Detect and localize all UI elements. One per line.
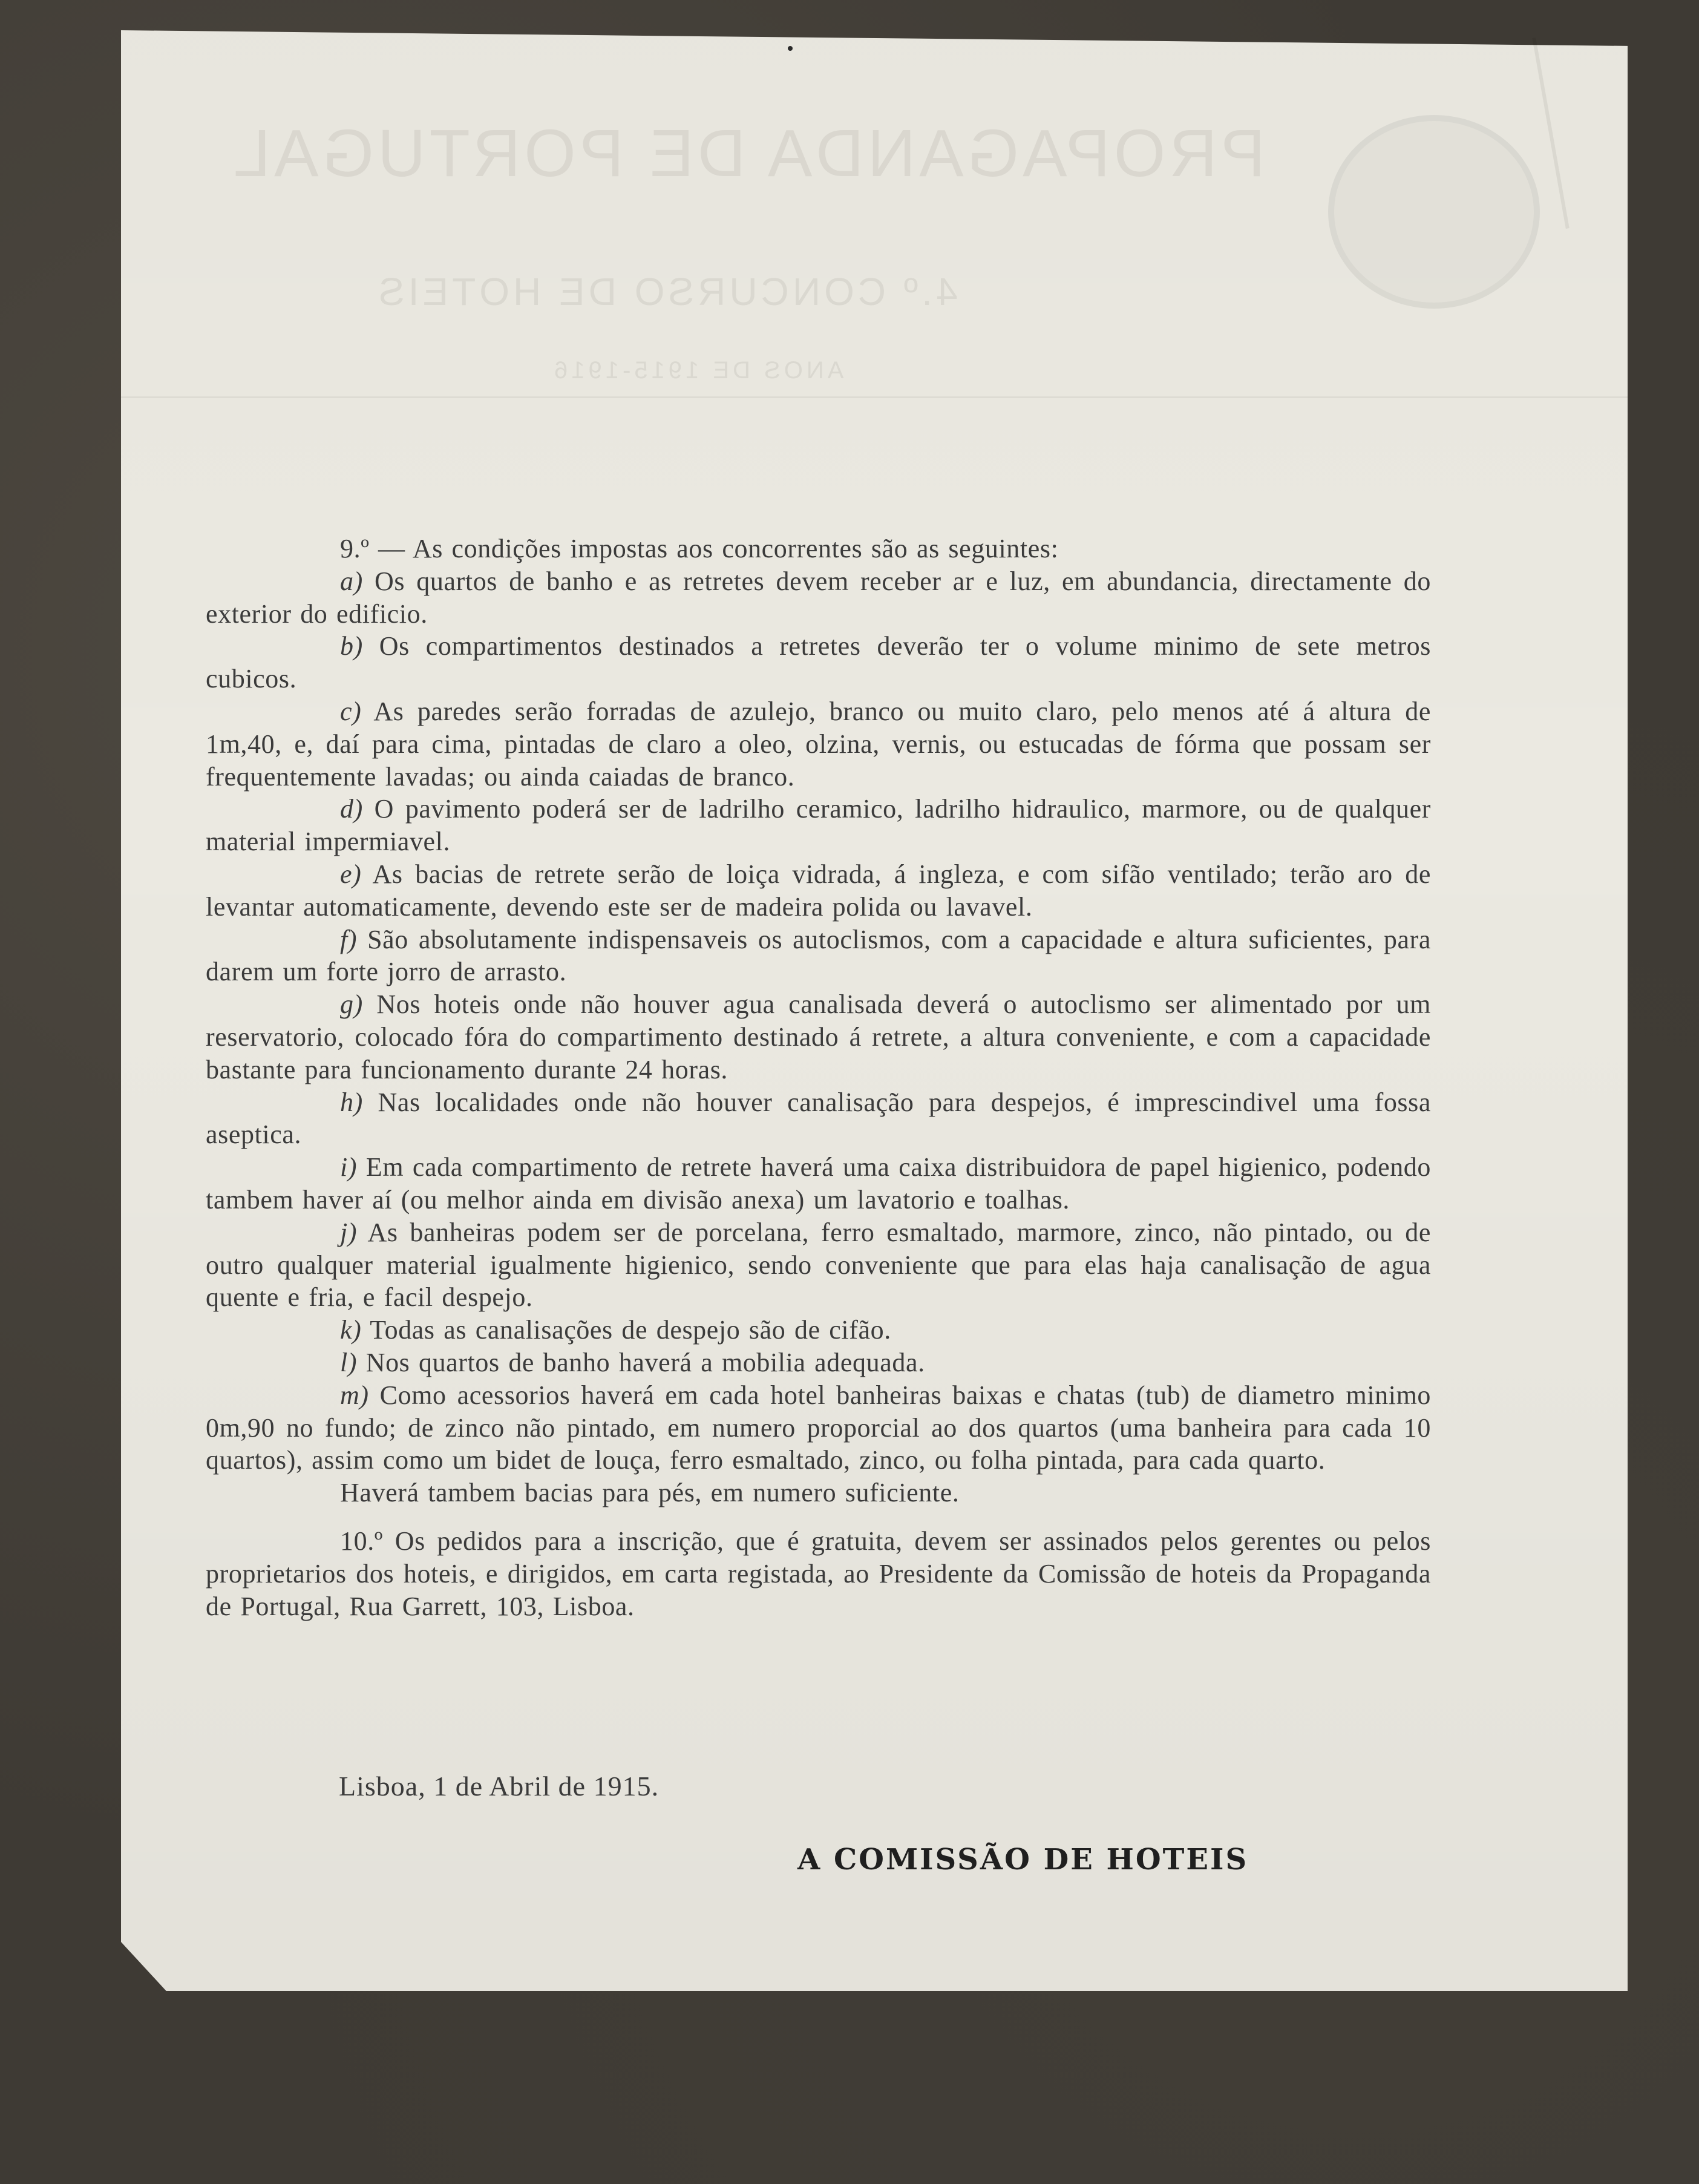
condition-item [206, 793, 1431, 858]
condition-item [206, 565, 1431, 631]
condition-text: Nos hoteis onde não houver agua canalisada deverá o autoclismo ser alimentado por um reservatorio, colocado fóra do compartimento destinado á retrete, a altura conveniente, e com a capacidade bastante para funcionamento durante 24 horas. [206, 989, 1432, 1084]
condition-item [206, 1379, 1431, 1477]
condition-item [206, 988, 1431, 1086]
condition-item [206, 1216, 1431, 1314]
condition-text: São absolutamente indispensaveis os autoclismos, com a capacidade e altura suficientes, para darem um forte jorro de arrasto. [206, 924, 1431, 987]
condition-letter: b) [340, 631, 363, 661]
condition-item [206, 923, 1431, 989]
condition-text: Como acessorios haverá em cada hotel banheiras baixas e chatas (tub) de diametro minimo 0m,90 no fundo; de zinco não pintado, em numero proporcial ao dos quartos (uma banheira para cada 10 quartos), assim como um bidet de louça, ferro esmaltado, zinco, ou folha pintada, para cada quarto. [206, 1380, 1431, 1475]
condition-text: Em cada compartimento de retrete haverá uma caixa distribuidora de papel higienico, podendo tambem haver aí (ou melhor ainda em divisão anexa) um lavatorio e toalhas. [206, 1152, 1431, 1215]
conditions-list [206, 565, 1431, 1477]
condition-text: As paredes serão forradas de azulejo, branco ou muito claro, pelo menos até á altura de 1m,40, e, daí para cima, pintadas de claro a oleo, olzina, vernis, ou estucadas de fórma que possam ser frequentemente lavadas; ou ainda caiadas de branco. [206, 696, 1431, 792]
condition-letter: l) [340, 1347, 358, 1377]
section-9-intro: 9.º — As condições impostas aos concorrentes são as seguintes: [340, 534, 1059, 563]
condition-letter: j) [340, 1217, 358, 1247]
condition-letter: f) [340, 924, 358, 954]
condition-letter: i) [340, 1152, 358, 1182]
section-10: 10.º Os pedidos para a inscrição, que é gratuita, devem ser assinados pelos gerentes ou pelos proprietarios dos hoteis, e dirigidos, em carta registada, ao Presidente da Comissão de hoteis da Propaganda de Portugal, Rua Garrett, 103, Lisboa. [206, 1526, 1431, 1621]
condition-text: Os compartimentos destinados a retretes deverão ter o volume minimo de sete metros cubicos. [206, 631, 1432, 694]
condition-text: Todas as canalisações de despejo são de cifão. [370, 1315, 891, 1345]
condition-item [206, 1346, 1431, 1379]
condition-letter: h) [340, 1087, 363, 1117]
extra-note: Haverá tambem bacias para pés, em numero suficiente. [340, 1478, 960, 1508]
condition-item [206, 630, 1431, 695]
condition-text: As banheiras podem ser de porcelana, ferro esmaltado, marmore, zinco, não pintado, ou de outro qualquer material igualmente higienico, sendo conveniente que para elas haja canalisação de agua quente e fria, e facil despejo. [206, 1217, 1431, 1313]
show-through-years: ANOS DE 1915-1916 [551, 357, 844, 384]
signature: A COMISSÃO DE HOTEIS [797, 1843, 1249, 1877]
condition-text: Nas localidades onde não houver canalisação para despejos, é imprescindivel uma fossa aseptica. [206, 1087, 1431, 1150]
condition-item [206, 858, 1431, 923]
condition-text: Os quartos de banho e as retretes devem receber ar e luz, em abundancia, directamente do exterior do edificio. [206, 566, 1431, 629]
condition-item [206, 695, 1431, 793]
document-date: Lisboa, 1 de Abril de 1915. [339, 1771, 660, 1802]
condition-text: Nos quartos de banho haverá a mobilia adequada. [365, 1347, 925, 1377]
condition-item [206, 1314, 1431, 1346]
document-body [206, 533, 1431, 1622]
condition-item [206, 1086, 1431, 1152]
paper-fold-line [121, 396, 1628, 398]
condition-letter: c) [340, 696, 362, 726]
condition-letter: k) [340, 1315, 362, 1345]
show-through-seal [1328, 115, 1540, 309]
show-through-title: PROPAGANDA DE PORTUGAL [230, 116, 1266, 191]
condition-letter: d) [340, 794, 363, 824]
condition-item [206, 1151, 1431, 1216]
show-through-subtitle: 4.º CONCURSO DE HOTEIS [375, 270, 958, 313]
condition-letter: m) [340, 1380, 369, 1410]
condition-letter: e) [340, 859, 362, 889]
condition-text: As bacias de retrete serão de loiça vidrada, á ingleza, e com sifão ventilado; terão aro de levantar automaticamente, devendo este ser de madeira polida ou lavavel. [206, 859, 1431, 922]
condition-letter: a) [340, 566, 363, 596]
condition-letter: g) [340, 989, 363, 1020]
condition-text: O pavimento poderá ser de ladrilho ceramico, ladrilho hidraulico, marmore, ou de qualquer material impermiavel. [206, 794, 1431, 857]
ink-dot [788, 46, 793, 51]
